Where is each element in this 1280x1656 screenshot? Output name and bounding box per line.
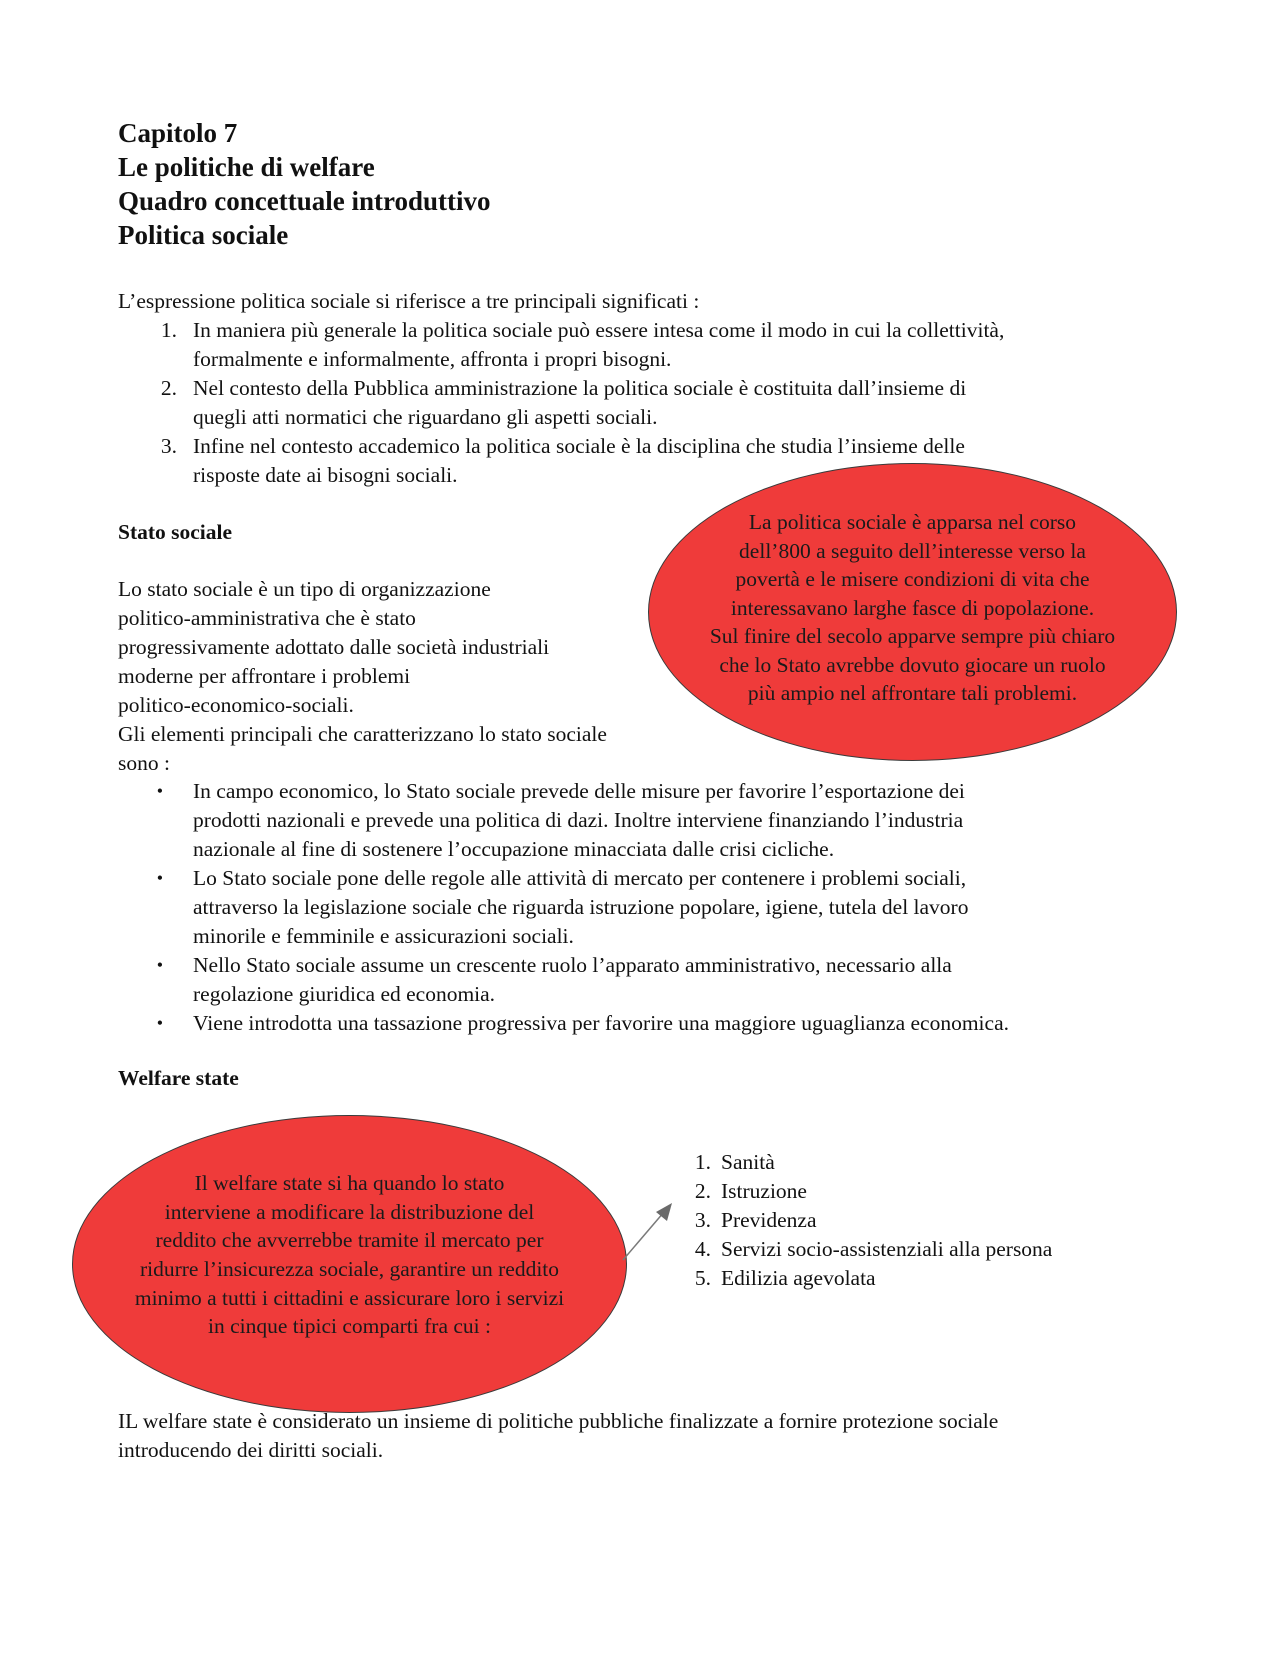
callout-line: interessavano larghe fasce di popolazione. bbox=[730, 595, 1095, 620]
list-number: 1. bbox=[160, 318, 177, 342]
list-item-label: Previdenza bbox=[721, 1208, 817, 1232]
callout-line: ridurre l’insicurezza sociale, garantire un reddito bbox=[139, 1257, 560, 1281]
list-item-line: Nello Stato sociale assume un crescente ruolo l’apparato amministrativo, necessario alla bbox=[193, 953, 952, 977]
paragraph-line: politico-amministrativa che è stato bbox=[118, 606, 416, 630]
list-number: 2. bbox=[694, 1179, 711, 1203]
list-item bbox=[118, 374, 1168, 432]
bullet-icon: • bbox=[156, 955, 163, 975]
list-item-line: formalmente e informalmente, affronta i propri bisogni. bbox=[193, 347, 672, 371]
paragraph-line: Gli elementi principali che caratterizzano lo stato sociale bbox=[118, 722, 607, 746]
list-item-line: regolazione giuridica ed economia. bbox=[193, 982, 496, 1006]
list-item-line: Infine nel contesto accademico la politica sociale è la disciplina che studia l’insieme delle bbox=[193, 434, 965, 458]
callout-line: Il welfare state si ha quando lo stato bbox=[194, 1171, 505, 1196]
list-item-line: risposte date ai bisogni sociali. bbox=[193, 463, 458, 487]
section-heading-stato-sociale: Stato sociale bbox=[118, 520, 233, 544]
callout-ellipse-welfare bbox=[72, 1115, 627, 1413]
list-item bbox=[118, 951, 1178, 1009]
list-item-line: In maniera più generale la politica sociale può essere intesa come il modo in cui la collettività, bbox=[193, 318, 1005, 342]
welfare-state-closing-paragraph bbox=[118, 1407, 1178, 1465]
list-item-line: Nel contesto della Pubblica amministrazione la politica sociale è costituita dall’insieme di bbox=[193, 376, 967, 400]
callout-line: dell’800 a seguito dell’interesse verso la bbox=[739, 538, 1086, 563]
list-item bbox=[681, 1177, 1181, 1206]
list-number: 2. bbox=[160, 376, 177, 400]
list-item bbox=[118, 864, 1178, 951]
list-item-line: prodotti nazionali e prevede una politica di dazi. Inoltre interviene finanziando l’industria bbox=[193, 808, 964, 832]
list-item-line: nazionale al fine di sostenere l’occupazione minacciata dalle crisi cicliche. bbox=[193, 837, 835, 861]
list-item bbox=[681, 1264, 1181, 1293]
bullet-icon: • bbox=[156, 781, 163, 801]
callout-line: povertà e le misere condizioni di vita che bbox=[735, 567, 1090, 592]
list-item-line: attraverso la legislazione sociale che riguarda istruzione popolare, igiene, tutela del lavoro bbox=[193, 895, 969, 919]
callout-line: in cinque tipici comparti fra cui : bbox=[208, 1314, 491, 1339]
list-item bbox=[681, 1148, 1181, 1177]
list-item bbox=[118, 1009, 1178, 1038]
callout-line: reddito che avverrebbe tramite il mercato per bbox=[155, 1228, 544, 1253]
paragraph-line: moderne per affrontare i problemi bbox=[118, 664, 411, 688]
list-item-label: Sanità bbox=[721, 1150, 775, 1174]
list-item bbox=[118, 777, 1178, 864]
stato-sociale-paragraph bbox=[118, 575, 678, 778]
callout-line: Sul finire del secolo apparve sempre più chiaro bbox=[709, 624, 1116, 649]
paragraph-line: sono : bbox=[118, 751, 170, 775]
paragraph-line: politico-economico-sociali. bbox=[118, 693, 354, 717]
paragraph-line: IL welfare state è considerato un insieme di politiche pubbliche finalizzate a fornire protezione sociale bbox=[118, 1409, 999, 1433]
bullet-icon: • bbox=[156, 868, 163, 888]
list-item-line: In campo economico, lo Stato sociale prevede delle misure per favorire l’esportazione dei bbox=[193, 779, 965, 803]
callout-ellipse-history bbox=[648, 463, 1177, 761]
list-item-line: quegli atti normatici che riguardano gli aspetti sociali. bbox=[193, 405, 658, 429]
chapter-heading: Capitolo 7 bbox=[118, 118, 238, 148]
callout-line: La politica sociale è apparsa nel corso bbox=[748, 509, 1077, 534]
paragraph-line: introducendo dei diritti sociali. bbox=[118, 1438, 384, 1462]
section-heading-politica-sociale: Politica sociale bbox=[118, 220, 289, 250]
list-number: 1. bbox=[694, 1150, 711, 1174]
callout-line: che lo Stato avrebbe dovuto giocare un ruolo bbox=[719, 652, 1106, 677]
politica-sociale-intro: L’espressione politica sociale si riferisce a tre principali significati : bbox=[118, 289, 700, 313]
comparti-list bbox=[681, 1148, 1181, 1293]
list-item-label: Istruzione bbox=[721, 1179, 807, 1203]
list-number: 5. bbox=[694, 1266, 711, 1290]
section-heading-welfare-state: Welfare state bbox=[118, 1066, 239, 1090]
paragraph-line: progressivamente adottato dalle società industriali bbox=[118, 635, 550, 659]
title-block bbox=[118, 116, 491, 252]
meanings-list bbox=[118, 316, 1168, 490]
list-item-label: Servizi socio-assistenziali alla persona bbox=[721, 1237, 1053, 1261]
list-item-label: Edilizia agevolata bbox=[721, 1266, 876, 1290]
connector-arrow-icon bbox=[620, 1200, 680, 1270]
bullet-icon: • bbox=[156, 1013, 163, 1033]
callout-line: interviene a modificare la distribuzione del bbox=[164, 1199, 535, 1224]
list-item-line: minorile e femminile e assicurazioni sociali. bbox=[193, 924, 574, 948]
chapter-title: Le politiche di welfare bbox=[118, 152, 375, 182]
callout-line: più ampio nel affrontare tali problemi. bbox=[747, 681, 1078, 706]
list-number: 4. bbox=[694, 1237, 711, 1261]
list-number: 3. bbox=[160, 434, 177, 458]
list-item bbox=[681, 1235, 1181, 1264]
chapter-subtitle: Quadro concettuale introduttivo bbox=[118, 186, 491, 216]
list-item bbox=[118, 316, 1168, 374]
list-number: 3. bbox=[694, 1208, 711, 1232]
callout-line: minimo a tutti i cittadini e assicurare loro i servizi bbox=[134, 1285, 565, 1310]
stato-sociale-elements-list bbox=[118, 777, 1178, 1038]
list-item-line: Lo Stato sociale pone delle regole alle attività di mercato per contenere i problemi sociali, bbox=[193, 866, 967, 890]
list-item bbox=[681, 1206, 1181, 1235]
paragraph-line: Lo stato sociale è un tipo di organizzazione bbox=[118, 577, 491, 601]
list-item-line: Viene introdotta una tassazione progressiva per favorire una maggiore uguaglianza economica. bbox=[193, 1011, 1009, 1035]
